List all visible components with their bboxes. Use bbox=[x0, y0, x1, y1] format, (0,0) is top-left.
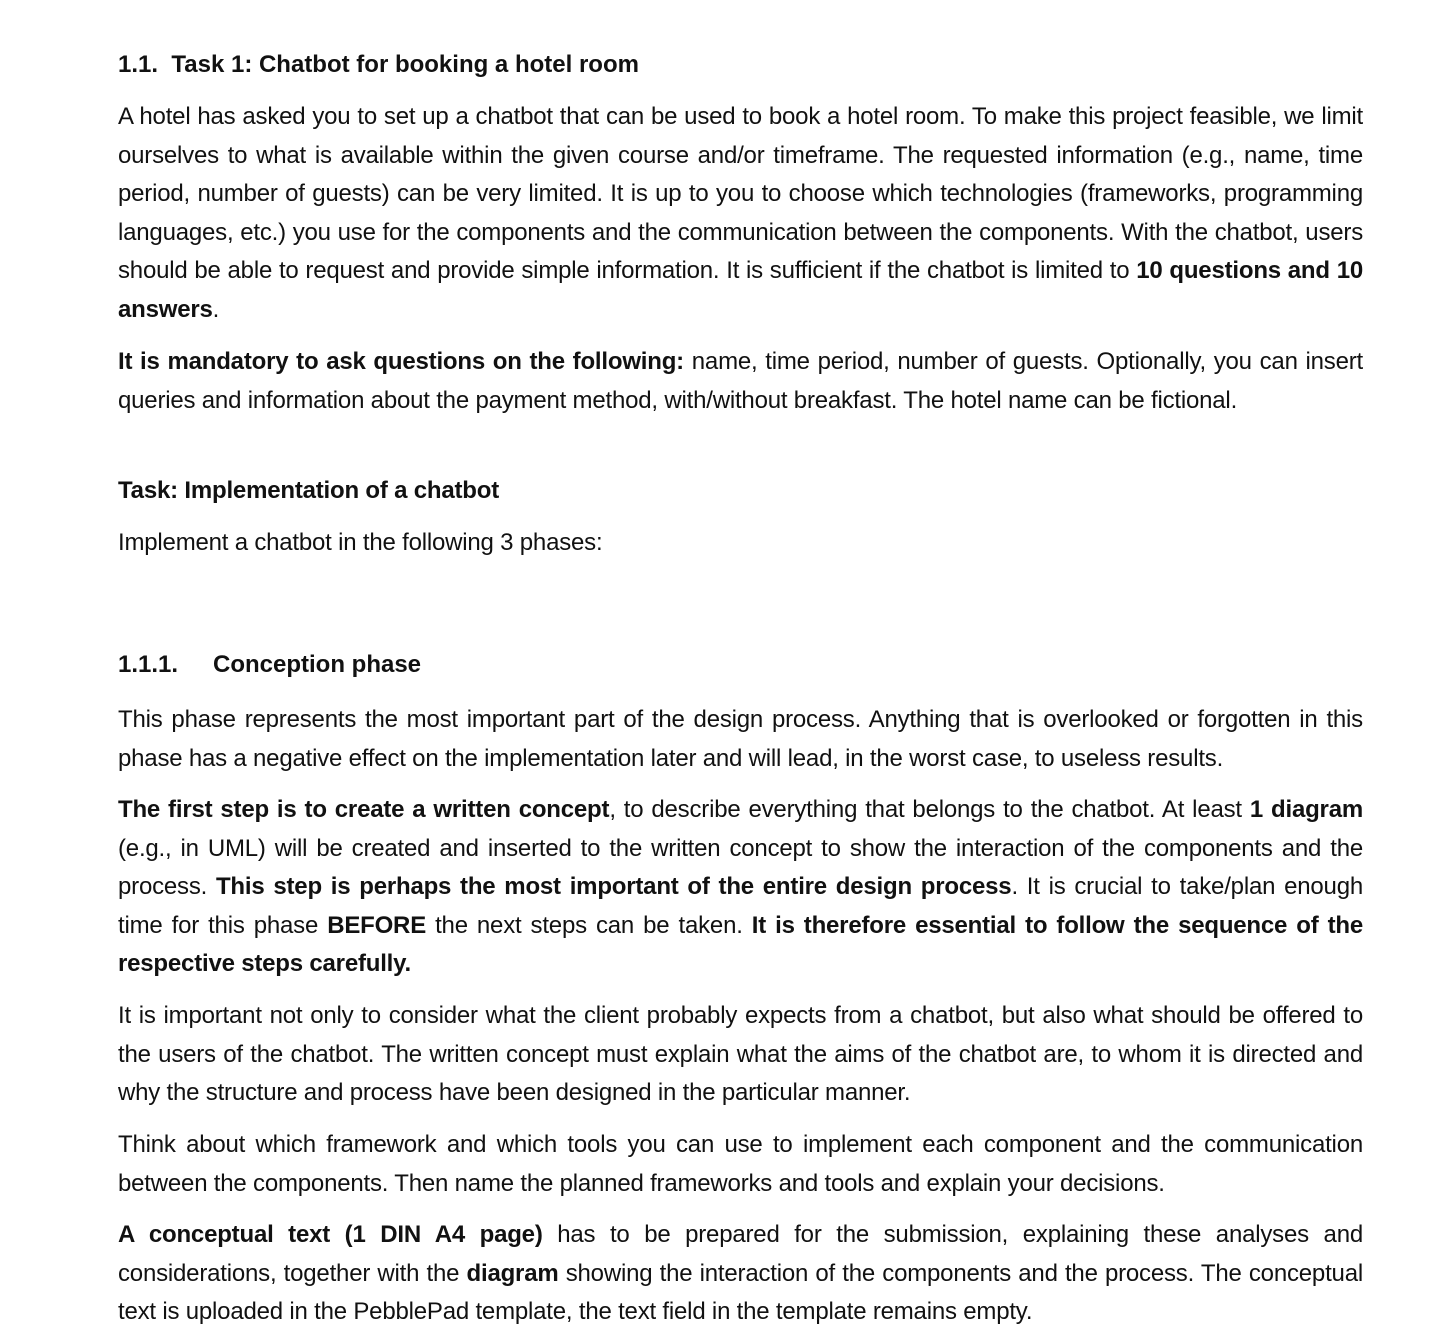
intro-p1-end: . bbox=[212, 295, 220, 323]
subsection-heading bbox=[118, 650, 421, 680]
conception-paragraph-1: This phase represents the most important part of the design process. Anything that is overlooked or forgotten in this phase has a negative effect on the implementation later and will lead, in the worst case, to useless results. bbox=[118, 706, 1363, 772]
concept-bold-4: BEFORE bbox=[327, 911, 426, 939]
concept-text-3: . It is crucial to take/plan enough time for this phase bbox=[118, 873, 1363, 939]
submission-text-1: has to be prepared for the submission, explaining these analyses and considerations, together with the bbox=[118, 1221, 1363, 1287]
submission-text-2: showing the interaction of the components and the process. The conceptual text is uploaded in the PebblePad template, the text field in the template remains empty. bbox=[118, 1259, 1363, 1326]
intro-p1-text: A hotel has asked you to set up a chatbot that can be used to book a hotel room. To make this project feasible, we limit ourselves to what is available within the given course and/or timeframe. The requested information (e.g., name, time period, number of guests) can be very limited. It is up to you to choose which technologies (frameworks, programming languages, etc.) you use for the components and the communication between the components. With the chatbot, users should be able to request and provide simple information. It is sufficient if the chatbot is limited to bbox=[118, 103, 1363, 285]
conception-paragraph-5 bbox=[118, 1216, 1363, 1332]
intro-p2-text: name, time period, number of guests. Optionally, you can insert queries and information about the payment method, with/without breakfast. The hotel name can be fictional. bbox=[118, 348, 1364, 414]
concept-text-1: , to describe everything that belongs to the chatbot. At least bbox=[609, 796, 1250, 823]
section-heading bbox=[118, 50, 639, 80]
conception-paragraph-3: It is important not only to consider what the client probably expects from a chatbot, but also what should be offered to the users of the chatbot. The written concept must explain what the aims of the chatbot are, to whom it is directed and why the structure and process have been designed in the particular manner. bbox=[118, 1002, 1363, 1107]
concept-bold-2: 1 diagram bbox=[1249, 796, 1363, 823]
concept-text-2: (e.g., in UML) will be created and inserted to the written concept to show the interaction of the components and the process. bbox=[118, 834, 1363, 901]
conception-paragraph-2 bbox=[118, 791, 1363, 984]
concept-text-4: the next steps can be taken. bbox=[426, 911, 752, 939]
section-number: 1.1. bbox=[118, 51, 159, 78]
concept-bold-3: This step is perhaps the most important of the entire design process bbox=[215, 873, 1012, 901]
subsection-number: 1.1.1. bbox=[118, 651, 179, 678]
submission-bold-2: diagram bbox=[466, 1259, 559, 1287]
intro-p1-bold: 10 questions and 10 answers bbox=[118, 257, 1363, 323]
task-heading: Task: Implementation of a chatbot bbox=[118, 477, 499, 504]
submission-bold-1: A conceptual text (1 DIN A4 page) bbox=[118, 1221, 543, 1248]
section-title: Task 1: Chatbot for booking a hotel room bbox=[171, 51, 639, 78]
conception-paragraph-4: Think about which framework and which tools you can use to implement each component and the communication between the components. Then name the planned frameworks and tools and explain your decisions. bbox=[118, 1131, 1363, 1197]
task-text: Implement a chatbot in the following 3 phases: bbox=[118, 529, 603, 556]
subsection-title: Conception phase bbox=[213, 651, 422, 678]
intro-paragraph-2 bbox=[118, 343, 1363, 420]
intro-p2-bold: It is mandatory to ask questions on the following: bbox=[118, 348, 684, 375]
concept-bold-1: The first step is to create a written concept bbox=[118, 796, 610, 823]
concept-bold-5: It is therefore essential to follow the sequence of the respective steps carefully. bbox=[118, 911, 1363, 978]
intro-paragraph-1 bbox=[118, 98, 1363, 330]
